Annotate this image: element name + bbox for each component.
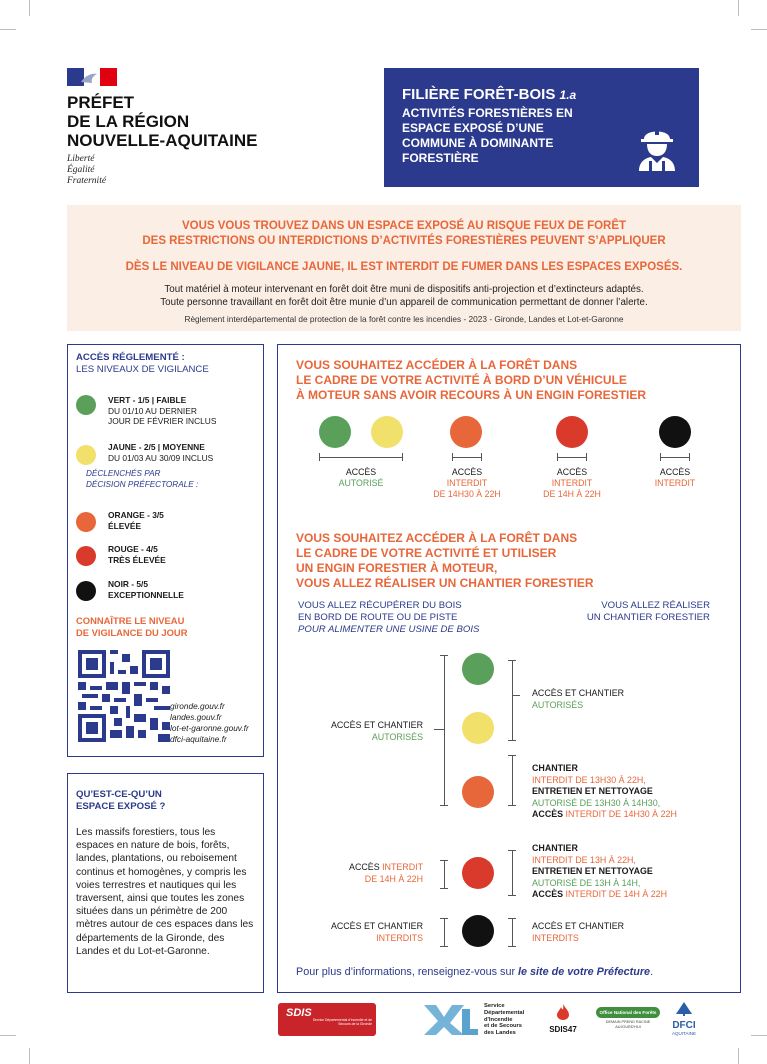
level-detail: DU 01/03 AU 30/09 INCLUS xyxy=(108,452,214,463)
equipment-rules xyxy=(67,283,741,309)
note-line: INTERDITS xyxy=(376,932,423,943)
landes-line: des Landes xyxy=(484,1030,516,1037)
filiere-title xyxy=(402,86,576,103)
note-text: ACCÈS xyxy=(532,889,566,899)
note-line: ACCÈS ET CHANTIER xyxy=(330,921,423,931)
access-label: ACCÈS xyxy=(556,467,588,477)
bracket-tick xyxy=(508,755,516,756)
dot-black xyxy=(462,915,494,947)
filiere-title-box xyxy=(384,68,699,187)
filiere-title-text: FILIÈRE FORÊT-BOIS xyxy=(402,86,556,103)
note-line: ENTRETIEN ET NETTOYAGE xyxy=(532,866,653,876)
connaitre-line: CONNAÎTRE LE NIVEAU xyxy=(76,615,185,626)
dfci-subtext: AQUITAINE xyxy=(672,1031,696,1036)
landes-line: d'Incendie xyxy=(484,1016,513,1023)
bracket-line xyxy=(452,457,482,458)
access-status: DE 14H30 À 22H xyxy=(433,489,501,499)
qr-code-icon[interactable] xyxy=(78,650,170,742)
note-line: CHANTIER xyxy=(532,763,578,773)
bracket-tick xyxy=(508,660,516,661)
bracket-tick xyxy=(586,453,587,461)
level-text xyxy=(108,544,166,565)
note-right-red xyxy=(532,843,667,901)
crop-mark xyxy=(738,1048,739,1064)
levels-panel-title: ACCÈS RÉGLEMENTÉ : xyxy=(76,352,185,363)
filiere-subtitle-line: FORESTIÈRE xyxy=(402,151,479,165)
note-left-authorized xyxy=(298,720,423,743)
prefet-line: DE LA RÉGION xyxy=(67,112,190,131)
crop-mark xyxy=(29,1048,30,1064)
prefecture-site-link[interactable]: le site de votre Préfecture xyxy=(518,966,651,978)
dot-orange xyxy=(462,776,494,808)
bracket-line xyxy=(512,850,513,895)
bracket-line xyxy=(444,918,445,946)
crop-mark xyxy=(0,1035,16,1036)
onf-logo xyxy=(596,1003,660,1037)
access-status: INTERDIT xyxy=(654,478,696,488)
level-text xyxy=(108,510,164,531)
warning-line: VOUS VOUS TROUVEZ DANS UN ESPACE EXPOSÉ AU RISQUE FEUX DE FORÊT xyxy=(181,220,627,232)
note-line: AUTORISÉS xyxy=(371,731,423,742)
sdis47-text: SDIS47 xyxy=(549,1025,577,1034)
bracket-line xyxy=(557,457,587,458)
note-line xyxy=(532,889,667,901)
note-right-authorized xyxy=(532,688,624,711)
level-detail: EXCEPTIONNELLE xyxy=(108,589,184,600)
warning-title xyxy=(67,219,741,249)
note-line: ENTRETIEN ET NETTOYAGE xyxy=(532,786,653,796)
level-detail: TRÈS ÉLEVÉE xyxy=(108,554,166,565)
connaitre-niveau xyxy=(76,615,187,639)
bracket-tick xyxy=(512,695,520,696)
dot-green xyxy=(462,653,494,685)
note-right-orange xyxy=(532,763,677,821)
crop-mark xyxy=(738,0,739,16)
level-text xyxy=(108,579,184,600)
landes-line: Service xyxy=(484,1003,505,1009)
warning-line: DES RESTRICTIONS OU INTERDICTIONS D’ACTIVITÉS FORESTIÈRES PEUVENT S’APPLIQUER xyxy=(142,235,666,247)
bracket-tick xyxy=(440,888,448,889)
note-line: CHANTIER xyxy=(532,843,578,853)
note-left-red xyxy=(298,862,423,885)
filiere-subtitle-line: ESPACE EXPOSÉ D’UNE xyxy=(402,121,544,135)
bracket-tick xyxy=(557,453,558,461)
dfci-text: DFCI xyxy=(672,1020,696,1031)
forest-worker-icon xyxy=(636,123,678,171)
level-dot xyxy=(76,395,96,415)
access-status: INTERDIT xyxy=(551,478,593,488)
marianne-flag-logo xyxy=(67,68,117,86)
note-line xyxy=(298,862,423,874)
espace-expose-title-line: ESPACE EXPOSÉ ? xyxy=(76,801,166,812)
sub-line: UN CHANTIER FORESTIER xyxy=(586,612,710,623)
bracket-tick xyxy=(440,655,448,656)
sdis-logo-subtext: Service Départemental d'Incendie et de Secours de la Gironde xyxy=(312,1018,372,1026)
bracket-line xyxy=(444,655,445,805)
bracket-tick xyxy=(402,453,403,461)
heading-line: VOUS SOUHAITEZ ACCÉDER À LA FORÊT DANS xyxy=(296,531,578,545)
dot-red xyxy=(556,416,588,448)
note-right-black xyxy=(532,921,624,944)
espace-expose-title-line: QU’EST-CE-QU’UN xyxy=(76,789,162,800)
heading-line: À MOTEUR SANS AVOIR RECOURS À UN ENGIN FORESTIER xyxy=(296,388,647,402)
bracket-line xyxy=(512,755,513,805)
bracket-tick xyxy=(689,453,690,461)
filiere-subtitle-line: ACTIVITÉS FORESTIÈRES EN xyxy=(402,106,573,120)
chantier-forestier xyxy=(570,600,710,624)
sub-line: VOUS ALLEZ RÉCUPÉRER DU BOIS xyxy=(298,600,462,611)
website-link[interactable]: lot-et-garonne.gouv.fr xyxy=(170,723,249,733)
level-dot xyxy=(76,581,96,601)
bracket-tick xyxy=(508,805,516,806)
landes-line: Départemental xyxy=(484,1009,525,1016)
access-status: DE 14H À 22H xyxy=(543,489,601,499)
landes-line: et de Secours xyxy=(484,1023,523,1030)
level-dot xyxy=(76,546,96,566)
espace-expose-panel xyxy=(67,773,264,993)
heading-line: VOUS ALLEZ RÉALISER UN CHANTIER FORESTIER xyxy=(296,576,594,590)
landes-sdis-text xyxy=(484,1003,524,1037)
access-rules-panel xyxy=(277,344,741,993)
bracket-line xyxy=(444,860,445,888)
declenches-line: DÉCISION PRÉFECTORALE : xyxy=(86,479,199,489)
dot-yellow xyxy=(371,416,403,448)
note-text: ACCÈS xyxy=(532,809,566,819)
level-detail: JOUR DE FÉVRIER INCLUS xyxy=(108,416,217,426)
rule-line: Toute personne travaillant en forêt doit être munie d’un appareil de communication permettant de donner l’alerte. xyxy=(160,297,648,308)
bracket-tick xyxy=(508,850,516,851)
engine-section-heading xyxy=(296,531,594,591)
access-label: ACCÈS xyxy=(345,467,377,477)
bracket-tick xyxy=(481,453,482,461)
connaitre-line: DE VIGILANCE DU JOUR xyxy=(76,627,188,638)
vehicle-access-black xyxy=(620,467,730,489)
bracket-tick xyxy=(508,946,516,947)
note-text: INTERDIT DE 14H30 À 22H xyxy=(565,809,677,819)
crop-mark xyxy=(29,0,30,16)
note-line: AUTORISÉS xyxy=(532,699,584,710)
declenches-note xyxy=(86,469,198,490)
tree-icon xyxy=(674,1002,694,1016)
motto-line: Fraternité xyxy=(67,176,107,186)
bracket-tick xyxy=(434,729,444,730)
access-status: INTERDIT xyxy=(446,478,488,488)
onf-title: Office National des Forêts xyxy=(596,1007,660,1018)
note-line: INTERDITS xyxy=(532,932,579,943)
note-line: AUTORISÉ DE 13H30 À 14H30, xyxy=(532,797,661,808)
crop-mark xyxy=(751,1035,767,1036)
note-text: ACCÈS xyxy=(349,862,383,872)
sub-line: POUR ALIMENTER UNE USINE DE BOIS xyxy=(298,624,480,635)
dot-green xyxy=(319,416,351,448)
prefet-title xyxy=(67,93,257,150)
sdis-gironde-logo xyxy=(278,1003,376,1036)
rule-line: Tout matériel à moteur intervenant en forêt doit être muni de dispositifs anti-projection et d’extincteurs adaptés. xyxy=(164,284,644,295)
level-detail: DU 01/10 AU DERNIER xyxy=(108,405,197,416)
level-name: VERT - 1/5 | FAIBLE xyxy=(108,395,187,405)
access-label: ACCÈS xyxy=(659,467,691,477)
dot-black xyxy=(659,416,691,448)
note-line: AUTORISÉ DE 13H À 14H, xyxy=(532,877,641,888)
website-link[interactable]: dfci-aquitaine.fr xyxy=(170,734,227,744)
vigilance-levels-panel xyxy=(67,344,264,757)
dot-orange xyxy=(450,416,482,448)
sdis-logo-text: SDIS xyxy=(286,1007,312,1019)
vehicle-access-orange xyxy=(412,467,522,500)
level-name: ROUGE - 4/5 xyxy=(108,544,158,554)
heading-line: LE CADRE DE VOTRE ACTIVITÉ À BORD D’UN VÉHICULE xyxy=(296,373,627,387)
access-status: AUTORISÉ xyxy=(338,478,384,488)
note-line: INTERDIT DE 13H30 À 22H, xyxy=(532,774,646,785)
vehicle-access-green xyxy=(306,467,416,489)
note-line: ACCÈS ET CHANTIER xyxy=(532,921,625,931)
level-name: ORANGE - 3/5 xyxy=(108,510,164,520)
level-name: JAUNE - 2/5 | MOYENNE xyxy=(108,442,205,452)
onf-tagline: DEMAIN PREND RACINE AUJOURD'HUI xyxy=(605,1020,651,1029)
vehicle-section-heading xyxy=(296,358,646,403)
note-left-black xyxy=(298,921,423,944)
note-text: INTERDIT DE 14H À 22H xyxy=(565,889,667,899)
dot-red xyxy=(462,857,494,889)
bracket-tick xyxy=(508,918,516,919)
note-text: INTERDIT xyxy=(382,862,423,872)
note-line: INTERDIT DE 13H À 22H, xyxy=(532,854,636,865)
espace-expose-title xyxy=(76,789,165,813)
footer-text: Pour plus d’informations, renseignez-vous sur xyxy=(296,966,519,978)
vigilance-websites xyxy=(170,701,249,745)
smoking-ban: DÈS LE NIVEAU DE VIGILANCE JAUNE, IL EST INTERDIT DE FUMER DANS LES ESPACES EXPOSÉS. xyxy=(125,261,683,273)
bracket-tick xyxy=(452,453,453,461)
filiere-subtitle-line: COMMUNE À DOMINANTE xyxy=(402,136,554,150)
level-dot xyxy=(76,445,96,465)
filiere-subtitle xyxy=(402,106,573,166)
note-line xyxy=(532,809,677,821)
note-line: ACCÈS ET CHANTIER xyxy=(330,720,423,730)
flame-icon xyxy=(556,1004,570,1020)
heading-line: VOUS SOUHAITEZ ACCÉDER À LA FORÊT DANS xyxy=(296,358,578,372)
crop-mark xyxy=(751,29,767,30)
bracket-line xyxy=(660,457,690,458)
prefet-line: NOUVELLE-AQUITAINE xyxy=(67,131,258,150)
website-link[interactable]: gironde.gouv.fr xyxy=(170,701,225,711)
level-text xyxy=(108,442,213,463)
bracket-tick xyxy=(508,895,516,896)
website-link[interactable]: landes.gouv.fr xyxy=(170,712,222,722)
heading-line: LE CADRE DE VOTRE ACTIVITÉ ET UTILISER xyxy=(296,546,557,560)
republic-motto xyxy=(67,154,106,187)
footer-text: . xyxy=(650,966,654,978)
bois-bord-de-route xyxy=(298,600,479,636)
note-line: ACCÈS ET CHANTIER xyxy=(532,688,625,698)
bracket-line xyxy=(319,457,403,458)
landes-xl-logo xyxy=(422,1003,478,1037)
vehicle-access-red xyxy=(517,467,627,500)
motto-line: Liberté xyxy=(67,154,95,164)
bracket-tick xyxy=(319,453,320,461)
filiere-code: 1.a xyxy=(559,88,577,102)
level-detail: ÉLEVÉE xyxy=(108,520,142,531)
sdis47-logo xyxy=(545,1004,581,1036)
motto-line: Égalité xyxy=(67,165,95,175)
more-info-footer xyxy=(296,966,653,978)
level-text xyxy=(108,395,216,427)
bracket-line xyxy=(512,660,513,740)
note-line: DE 14H À 22H xyxy=(364,873,423,884)
dot-yellow xyxy=(462,712,494,744)
bracket-tick xyxy=(440,805,448,806)
crop-mark xyxy=(0,29,16,30)
level-dot xyxy=(76,512,96,532)
bracket-tick xyxy=(508,740,516,741)
levels-panel-subtitle: LES NIVEAUX DE VIGILANCE xyxy=(76,364,209,375)
prefet-line: PRÉFET xyxy=(67,93,135,112)
level-name: NOIR - 5/5 xyxy=(108,579,149,589)
bracket-tick xyxy=(660,453,661,461)
sub-line: EN BORD DE ROUTE OU DE PISTE xyxy=(298,612,458,623)
bracket-tick xyxy=(440,946,448,947)
regulation-reference: Règlement interdépartemental de protection de la forêt contre les incendies - 2023 - Gironde, Landes et Lot-et-Garonne xyxy=(184,314,624,324)
bracket-tick xyxy=(440,918,448,919)
warning-banner xyxy=(67,205,741,331)
dfci-logo xyxy=(667,1002,701,1038)
bracket-tick xyxy=(440,860,448,861)
sub-line: VOUS ALLEZ RÉALISER xyxy=(601,600,710,611)
espace-expose-definition: Les massifs forestiers, tous les espaces en nature de bois, forêts, landes, plantations, ou reboisement continus et homogènes, y compris les voies terrestres et nautiques qui les traversent, ainsi que toutes les zones situées dans un périmètre de 200 mètres autour de ces espaces dans les départements de la Gironde, des Landes et du Lot-et-Garonne. xyxy=(76,827,254,957)
heading-line: UN ENGIN FORESTIER À MOTEUR, xyxy=(296,561,498,575)
access-label: ACCÈS xyxy=(451,467,483,477)
bracket-line xyxy=(512,918,513,946)
declenches-line: DÉCLENCHÉS PAR xyxy=(86,469,161,478)
